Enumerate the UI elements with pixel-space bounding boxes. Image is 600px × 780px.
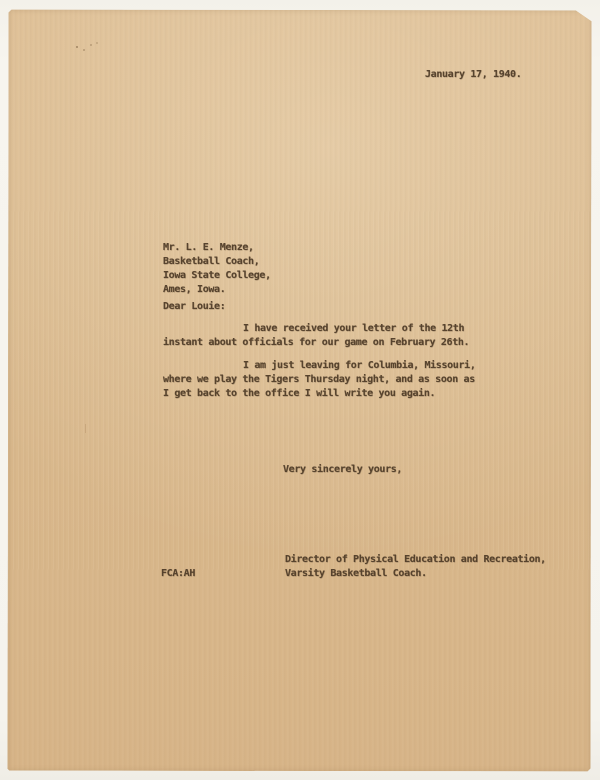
recipient-role: Basketball Coach, bbox=[163, 256, 260, 267]
closing-valediction: Very sincerely yours, bbox=[283, 464, 403, 475]
recipient-institution: Iowa State College, bbox=[163, 270, 271, 281]
body-paragraph2-line3: I get back to the office I will write you again. bbox=[163, 388, 436, 399]
salutation: Dear Louie: bbox=[163, 301, 226, 312]
paper-speck bbox=[83, 49, 85, 51]
paper-speck bbox=[96, 42, 98, 44]
letter-date: January 17, 1940. bbox=[425, 69, 522, 80]
body-paragraph1-line1: I have received your letter of the 12th bbox=[243, 323, 465, 334]
body-paragraph2-line2: where we play the Tigers Thursday night, and as soon as bbox=[163, 374, 475, 385]
recipient-name: Mr. L. E. Menze, bbox=[163, 242, 254, 253]
signature-title-line2: Varsity Basketball Coach. bbox=[285, 568, 427, 579]
paper-speck bbox=[90, 44, 92, 46]
reference-initials: FCA:AH bbox=[161, 568, 196, 579]
recipient-city: Ames, Iowa. bbox=[163, 284, 226, 295]
signature-title-line1: Director of Physical Education and Recreation, bbox=[285, 554, 546, 565]
body-paragraph2-line1: I am just leaving for Columbia, Missouri, bbox=[243, 360, 476, 371]
body-paragraph1-line2: instant about officials for our game on February 26th. bbox=[163, 337, 470, 348]
paper-scratch-mark bbox=[85, 424, 86, 433]
paper-speck bbox=[76, 46, 78, 48]
